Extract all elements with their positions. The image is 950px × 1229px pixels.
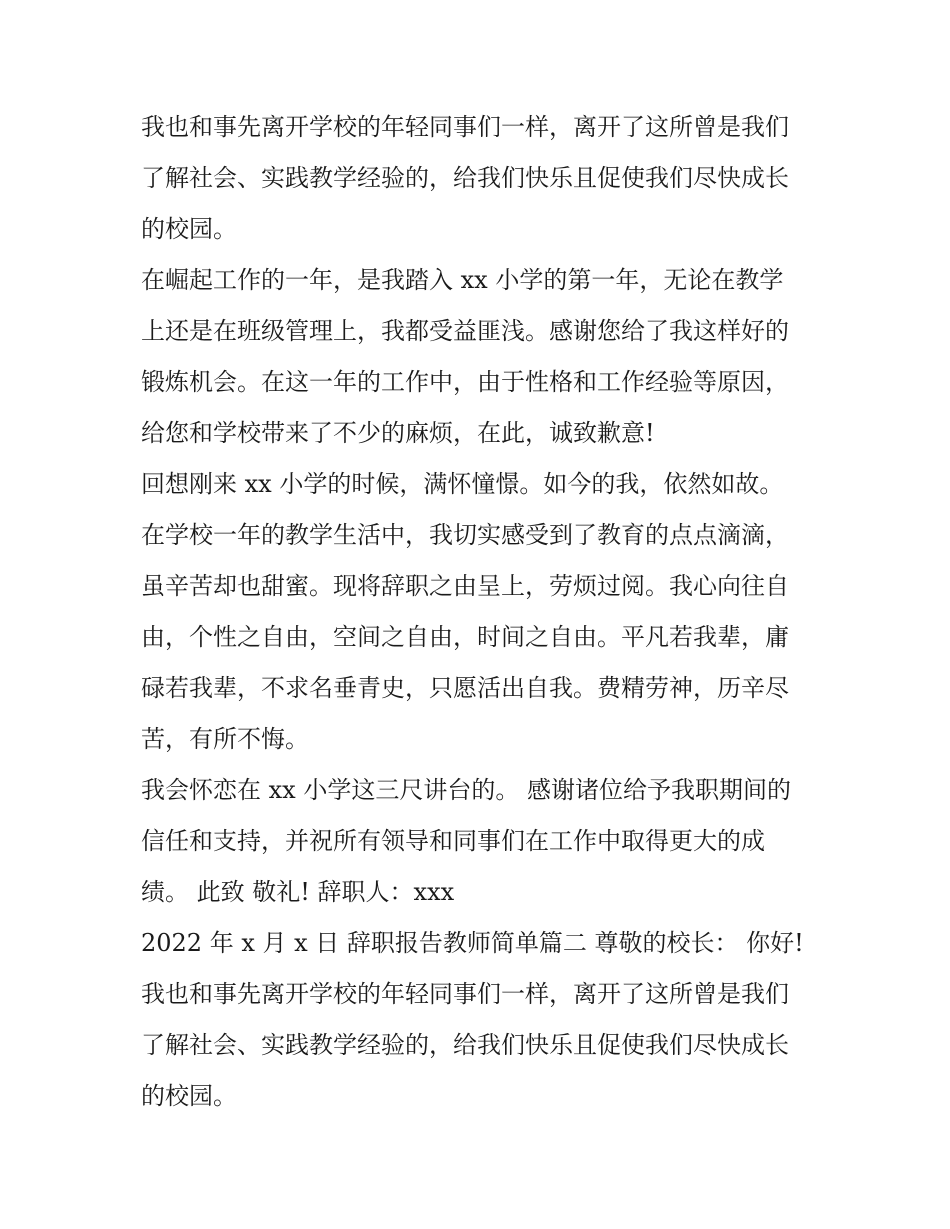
- text-line: 上还是在班级管理上，我都受益匪浅。感谢您给了我这样好的: [141, 317, 789, 345]
- text-line: 我会怀恋在 xx 小学这三尺讲台的。 感谢诸位给予我职期间的: [141, 776, 791, 804]
- text-line: 虽辛苦却也甜蜜。现将辞职之由呈上，劳烦过阅。我心向往自: [141, 572, 789, 600]
- text-line: 给您和学校带来了不少的麻烦，在此，诚致歉意!: [141, 419, 655, 447]
- text-line: 由，个性之自由，空间之自由，时间之自由。平凡若我辈，庸: [141, 623, 789, 651]
- text-line: 2022 年 x 月 x 日 辞职报告教师简单篇二 尊敬的校长： 你好!: [141, 929, 804, 957]
- text-line: 我也和事先离开学校的年轻同事们一样，离开了这所曾是我们: [141, 113, 789, 141]
- text-line: 回想刚来 xx 小学的时候，满怀憧憬。如今的我，依然如故。: [141, 470, 784, 498]
- text-line: 的校园。: [141, 1082, 237, 1110]
- text-line: 在学校一年的教学生活中，我切实感受到了教育的点点滴滴，: [141, 521, 789, 549]
- text-line: 碌若我辈，不求名垂青史，只愿活出自我。费精劳神，历辛尽: [141, 674, 789, 702]
- text-line: 苦，有所不悔。: [141, 725, 309, 753]
- document-body: [141, 102, 821, 1122]
- text-line: 的校园。: [141, 215, 237, 243]
- text-line: 锻炼机会。在这一年的工作中，由于性格和工作经验等原因，: [141, 368, 789, 396]
- text-line: 了解社会、实践教学经验的，给我们快乐且促使我们尽快成长: [141, 1031, 789, 1059]
- text-line: 绩。 此致 敬礼! 辞职人：xxx: [141, 878, 455, 906]
- text-line: 信任和支持，并祝所有领导和同事们在工作中取得更大的成: [141, 827, 765, 855]
- text-line: 了解社会、实践教学经验的，给我们快乐且促使我们尽快成长: [141, 164, 789, 192]
- text-line: 在崛起工作的一年，是我踏入 xx 小学的第一年，无论在教学: [141, 266, 784, 294]
- text-line: 我也和事先离开学校的年轻同事们一样，离开了这所曾是我们: [141, 980, 789, 1008]
